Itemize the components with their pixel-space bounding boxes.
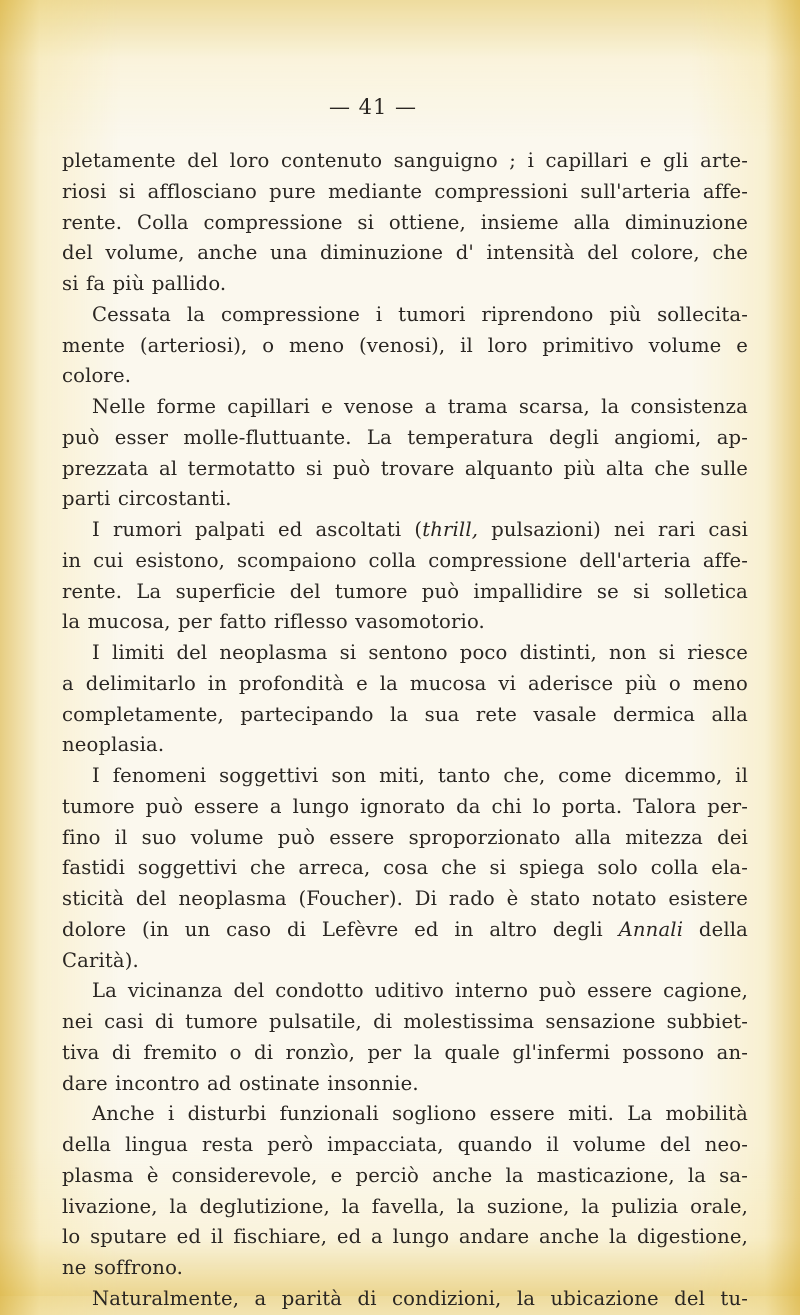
text-line: tumore può essere a lungo ignorato da chi lo porta. Talora per- (62, 794, 748, 818)
text-line: tiva di fremito o di ronzìo, per la quale gl'infermi possono an- (62, 1040, 748, 1064)
text-line: ne soffrono. (62, 1256, 184, 1279)
text-line: riosi si afflosciano pure mediante compressioni sull'arteria affe- (62, 179, 748, 203)
italic-term: Annali (618, 917, 684, 941)
text-line (62, 915, 748, 946)
text-line: la mucosa, per fatto riflesso vasomotorio. (62, 610, 485, 634)
paragraph-1 (62, 146, 748, 300)
paragraph-8 (62, 1099, 748, 1284)
text-segment: pulsazioni) nei rari casi (478, 518, 748, 541)
paragraph-2 (62, 300, 748, 392)
text-line: completamente, partecipando la sua rete vasale dermica alla (62, 702, 748, 726)
text-line: Cessata la compressione i tumori riprendono più sollecita- (92, 302, 748, 326)
text-line: fastidi soggettivi che arreca, cosa che si spiega solo colla ela- (62, 856, 748, 880)
paragraph-6 (62, 761, 748, 976)
text-line: dare incontro ad ostinate insonnie. (62, 1071, 419, 1095)
page-body (62, 146, 748, 1315)
text-line: prezzata al termotatto si può trovare alquanto più alta che sulle (62, 456, 748, 480)
italic-term: thrill, (422, 518, 479, 541)
text-line: lo sputare ed il fischiare, ed a lungo andare anche la digestione, (62, 1225, 748, 1249)
paragraph-3 (62, 392, 748, 515)
text-line: in cui esistono, scompaiono colla compressione dell'arteria affe- (62, 548, 748, 572)
text-line: livazione, la deglutizione, la favella, la suzione, la pulizia orale, (62, 1194, 748, 1218)
paragraph-9 (62, 1284, 748, 1315)
text-line: rente. La superficie del tumore può impallidire se si solletica (62, 579, 748, 603)
text-line: neoplasia. (62, 733, 165, 757)
text-line: I fenomeni soggettivi son miti, tanto che, come dicemmo, il (92, 764, 748, 787)
text-segment: dolore (in un caso di Lefèvre ed in altro degli (62, 917, 603, 941)
text-line: Nelle forme capillari e venose a trama scarsa, la consistenza (92, 395, 748, 418)
text-line: a delimitarlo in profondità e la mucosa vi aderisce più o meno (62, 671, 748, 695)
text-line: si fa più pallido. (62, 272, 227, 295)
text-line: Carità). (62, 948, 139, 972)
text-segment: I rumori palpati ed ascoltati ( (92, 518, 423, 541)
text-line: del volume, anche una diminuzione d' intensità del colore, che (62, 241, 748, 265)
text-line: fino il suo volume può essere sproporzionato alla mitezza dei (62, 825, 748, 849)
text-line: I limiti del neoplasma si sentono poco distinti, non si riesce (92, 641, 748, 664)
text-line: pletamente del loro contenuto sanguigno ; i capillari e gli arte- (62, 149, 748, 172)
text-line: La vicinanza del condotto uditivo interno può essere cagione, (92, 979, 748, 1003)
text-segment: della (683, 917, 749, 941)
text-line: nei casi di tumore pulsatile, di molestissima sensazione subbiet- (62, 1010, 748, 1033)
book-page (62, 92, 749, 1310)
paragraph-5 (62, 638, 748, 761)
paragraph-4 (62, 515, 748, 638)
page-number: — 41 — (328, 95, 418, 119)
text-line: rente. Colla compressione si ottiene, insieme alla diminuzione (62, 210, 748, 234)
text-line: della lingua resta però impacciata, quando il volume del neo- (62, 1133, 748, 1156)
text-line: plasma è considerevole, e perciò anche la masticazione, la sa- (62, 1163, 748, 1187)
text-line: parti circostanti. (62, 487, 232, 511)
text-line: colore. (62, 364, 132, 388)
text-line: Anche i disturbi funzionali sogliono essere miti. La mobilità (92, 1102, 748, 1126)
text-line: può esser molle-fluttuante. La temperatura degli angiomi, ap- (62, 425, 748, 449)
text-line: sticità del neoplasma (Foucher). Di rado è stato notato esistere (62, 887, 748, 910)
text-line: mente (arteriosi), o meno (venosi), il loro primitivo volume e (62, 333, 748, 357)
text-line: Naturalmente, a parità di condizioni, la ubicazione del tu- (92, 1286, 748, 1310)
text-line (62, 515, 748, 546)
paragraph-7 (62, 976, 748, 1099)
